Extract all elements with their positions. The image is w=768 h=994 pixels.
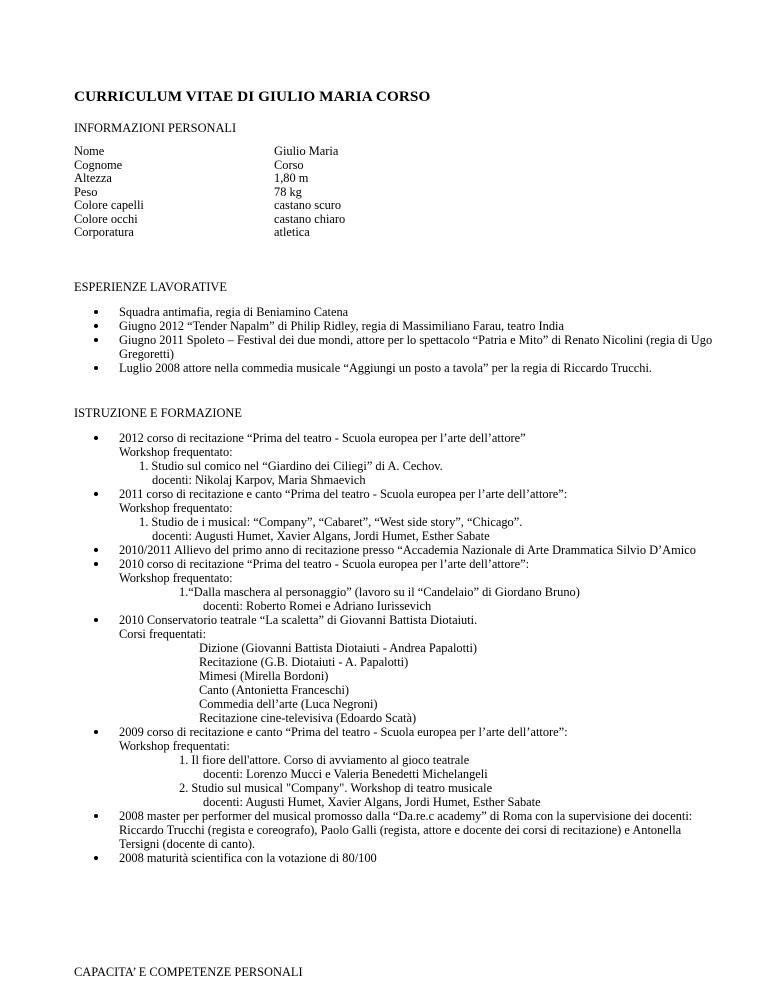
info-row [74, 225, 574, 239]
info-label: Colore occhi [74, 211, 138, 226]
education-detail-line: 1. Studio sul comico nel “Giardino dei Ciliegi” di A. Cechov. [139, 459, 443, 473]
info-row [74, 198, 574, 212]
education-detail-line: Recitazione (G.B. Diotaiuti - A. Papalotti) [199, 655, 409, 669]
education-detail-line: 1. Studio de i musical: “Company”, “Cabaret”, “West side story”, “Chicago”. [139, 515, 523, 529]
education-detail-line: Workshop frequentato: [119, 445, 233, 459]
info-row [74, 212, 574, 226]
education-detail-line: Corsi frequentati: [119, 627, 207, 641]
bullet-icon [94, 492, 98, 496]
education-detail-line: Workshop frequentati: [119, 739, 230, 753]
education-detail-line: Commedia dell’arte (Luca Negroni) [199, 697, 378, 711]
education-detail-line: 1. Il fiore dell'attore. Corso di avviamento al gioco teatrale [179, 753, 470, 767]
experience-item [0, 305, 768, 319]
education-detail-line: 1.“Dalla maschera al personaggio” (lavoro su il “Candelaio” di Giordano Bruno) [179, 585, 580, 599]
education-main-text: 2010 corso di recitazione “Prima del teatro - Scuola europea per l’arte dell’attore”: [119, 557, 530, 571]
bullet-icon [94, 618, 98, 622]
experience-text: Luglio 2008 attore nella commedia musicale “Aggiungi un posto a tavola” per la regia di Riccardo Trucchi. [119, 361, 652, 375]
personal-info-table [74, 144, 574, 239]
info-value: Giulio Maria [274, 144, 339, 158]
education-detail-line: Workshop frequentato: [119, 571, 233, 585]
bullet-icon [94, 814, 98, 818]
bullet-icon [94, 856, 98, 860]
education-detail-line: docenti: Roberto Romei e Adriano Iurissevich [203, 599, 432, 613]
experience-list [0, 305, 768, 375]
education-main-text: 2011 corso di recitazione e canto “Prima del teatro - Scuola europea per l’arte dell’attore”: [119, 487, 568, 501]
info-value: castano scuro [274, 198, 342, 212]
info-label: Colore capelli [74, 198, 144, 212]
info-row [74, 158, 574, 172]
bullet-icon [94, 310, 98, 314]
education-detail-line: Recitazione cine-televisiva (Edoardo Scatà) [199, 711, 417, 725]
info-label: Cognome [74, 157, 123, 172]
info-row [74, 144, 574, 158]
education-detail-line: docenti: Augusti Humet, Xavier Algans, Jordi Humet, Esther Sabate [203, 795, 541, 809]
info-value: castano chiaro [274, 211, 346, 226]
info-value: 78 kg [274, 184, 302, 199]
info-label: Altezza [74, 171, 112, 185]
education-detail-line: 2. Studio sul musical "Company". Workshop di teatro musicale [179, 781, 493, 795]
document-title: CURRICULUM VITAE DI GIULIO MARIA CORSO [74, 88, 431, 105]
bullet-icon [94, 548, 98, 552]
info-label: Peso [74, 184, 98, 199]
experience-text: Squadra antimafia, regia di Beniamino Catena [119, 305, 349, 319]
section-heading-experience: ESPERIENZE LAVORATIVE [74, 280, 227, 294]
education-detail-line: Mimesi (Mirella Bordoni) [199, 669, 329, 683]
education-detail-line: Canto (Antonietta Franceschi) [199, 683, 350, 697]
education-list [0, 431, 768, 865]
section-heading-personal: INFORMAZIONI PERSONALI [74, 121, 237, 135]
info-value: Corso [274, 157, 304, 172]
education-item [0, 557, 768, 613]
experience-item [0, 319, 768, 333]
education-detail-line: Dizione (Giovanni Battista Diotaiuti - Andrea Papalotti) [199, 641, 478, 655]
info-label: Corporatura [74, 225, 134, 239]
education-detail-line: Workshop frequentato: [119, 501, 233, 515]
education-item [0, 431, 768, 487]
education-main-text: 2010 Conservatorio teatrale “La scaletta” di Giovanni Battista Diotaiuti. [119, 613, 478, 627]
info-row [74, 185, 574, 199]
experience-text: Giugno 2012 “Tender Napalm” di Philip Ridley, regia di Massimiliano Farau, teatro India [119, 319, 564, 333]
education-main-text: 2009 corso di recitazione e canto “Prima del teatro - Scuola europea per l’arte dell’attore”: [119, 725, 568, 739]
education-item [0, 613, 768, 725]
education-detail-line: docenti: Lorenzo Mucci e Valeria Benedetti Michelangeli [203, 767, 488, 781]
experience-item [0, 333, 768, 361]
info-label: Nome [74, 144, 105, 158]
bullet-icon [94, 338, 98, 342]
section-heading-education: ISTRUZIONE E FORMAZIONE [74, 406, 242, 420]
bullet-icon [94, 366, 98, 370]
education-main-text: 2010/2011 Allievo del primo anno di recitazione presso “Accademia Nazionale di Arte Drammatica Silvio D’Amico [119, 543, 696, 557]
info-value: 1,80 m [274, 171, 309, 185]
bullet-icon [94, 562, 98, 566]
info-row [74, 171, 574, 185]
section-heading-capabilities: CAPACITA’ E COMPETENZE PERSONALI [74, 965, 303, 979]
education-item [0, 543, 768, 557]
education-item [0, 487, 768, 543]
education-main-text: 2008 maturità scientifica con la votazione di 80/100 [119, 851, 377, 865]
experience-item [0, 361, 768, 375]
education-item [0, 851, 768, 865]
education-detail-line: docenti: Nikolaj Karpov, Maria Shmaevich [152, 473, 366, 487]
education-item [0, 809, 768, 851]
bullet-icon [94, 730, 98, 734]
experience-text: Giugno 2011 Spoleto – Festival dei due mondi, attore per lo spettacolo “Patria e Mito” di Renato Nicolini (regia di Ugo Gregoretti) [119, 333, 713, 361]
education-main-text: 2012 corso di recitazione “Prima del teatro - Scuola europea per l’arte dell’attore” [119, 431, 526, 445]
info-value: atletica [274, 225, 310, 239]
education-item [0, 725, 768, 809]
education-detail-line: docenti: Augusti Humet, Xavier Algans, Jordi Humet, Esther Sabate [152, 529, 490, 543]
education-main-text: 2008 master per performer del musical promosso dalla “Da.re.c academy” di Roma con la supervisione dei docenti: Riccardo Trucchi (regista e coreografo), Paolo Galli (regista, attore e docente dei corsi di recitazione) e Antonella Tersigni (docente di canto). [119, 809, 693, 851]
bullet-icon [94, 436, 98, 440]
bullet-icon [94, 324, 98, 328]
